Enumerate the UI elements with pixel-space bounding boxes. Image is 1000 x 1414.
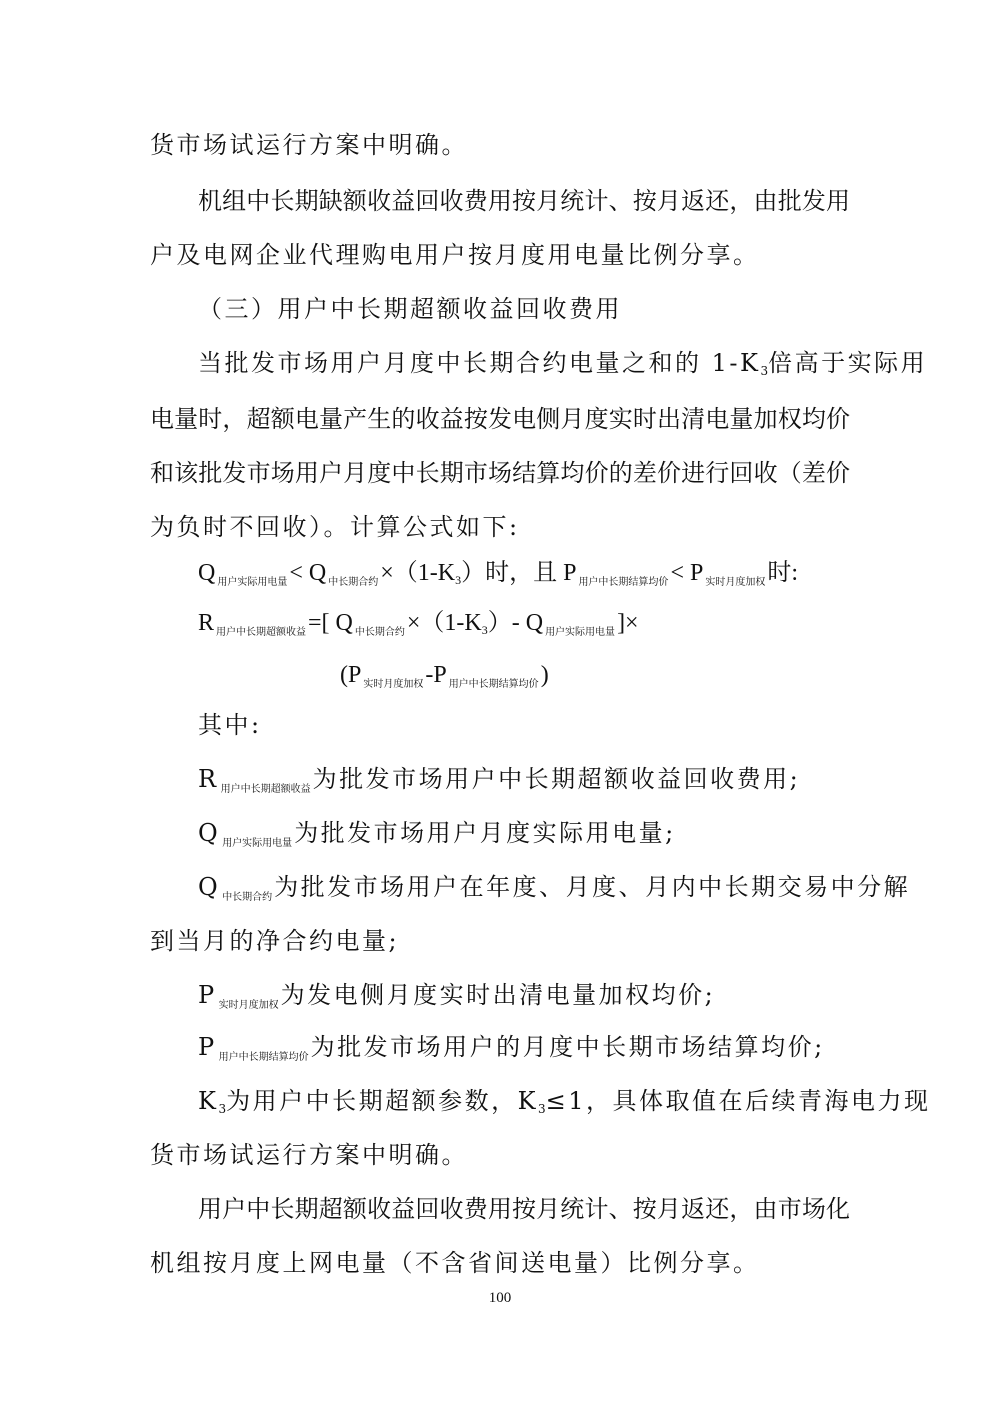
subscript: 3 — [481, 623, 488, 637]
paragraph-line — [198, 348, 928, 382]
formula-main — [198, 608, 850, 643]
definition-text: 为批发市场用户月度实际用电量; — [294, 819, 676, 847]
definition-text: 为用户中长期超额参数，K — [226, 1087, 539, 1115]
definition-line — [198, 818, 850, 854]
definition-text: 为批发市场用户中长期超额收益回收费用; — [312, 765, 801, 793]
formula-symbol: ）时，且 P — [461, 560, 577, 586]
formula-condition — [198, 558, 850, 593]
formula-continuation — [340, 660, 740, 695]
definition-line — [198, 764, 850, 800]
definition-line: 货市场试运行方案中明确。 — [150, 1141, 468, 1169]
subscript: 用户中长期结算均价 — [448, 679, 539, 690]
definition-line: 到当月的净合约电量; — [150, 927, 400, 955]
subscript: 3 — [538, 1102, 546, 1116]
paragraph-line: 户及电网企业代理购电用户按月度用电量比例分享。 — [150, 241, 760, 269]
definition-symbol: K — [198, 1087, 219, 1115]
definition-symbol: R — [198, 765, 219, 793]
formula-symbol: (P — [340, 662, 362, 688]
subscript: 用户实际用电量 — [545, 627, 616, 638]
subscript: 中长期合约 — [328, 577, 379, 588]
paragraph-line: 机组按月度上网电量（不含省间送电量）比例分享。 — [150, 1249, 760, 1277]
formula-symbol: ) — [540, 662, 549, 688]
definition-line — [198, 1086, 931, 1120]
formula-symbol: < Q — [289, 560, 327, 586]
definition-line — [198, 1032, 850, 1068]
subscript: 实时月度加权 — [218, 1000, 279, 1011]
subscript: 用户中长期超额收益 — [220, 784, 311, 795]
subscript: 中长期合约 — [354, 627, 405, 638]
page-number: 100 — [488, 1290, 512, 1306]
subscript: 实时月度加权 — [363, 679, 424, 690]
paragraph-line: 为负时不回收）。计算公式如下: — [150, 513, 520, 541]
section-heading: （三）用户中长期超额收益回收费用 — [198, 295, 622, 323]
subscript: 3 — [218, 1102, 227, 1116]
paragraph-line: 货市场试运行方案中明确。 — [150, 131, 468, 159]
definition-line — [198, 872, 911, 908]
text-run: 倍高于实际用 — [768, 349, 928, 377]
where-label: 其中: — [198, 711, 262, 739]
subscript: 用户中长期结算均价 — [218, 1052, 309, 1063]
paragraph-line: 和该批发市场用户月度中长期市场结算均价的差价进行回收（差价 — [150, 459, 850, 487]
definition-symbol: Q — [198, 819, 221, 847]
definition-text: 为发电侧月度实时出清电量加权均价; — [280, 981, 716, 1009]
subscript: 用户中长期超额收益 — [216, 627, 307, 638]
paragraph-line: 机组中长期缺额收益回收费用按月统计、按月返还，由批发用 — [198, 187, 850, 215]
formula-symbol: ×（1-K — [406, 610, 482, 636]
paragraph-line: 用户中长期超额收益回收费用按月统计、按月返还，由市场化 — [198, 1195, 850, 1223]
formula-symbol: -P — [425, 662, 447, 688]
formula-symbol: ]× — [617, 610, 639, 636]
text-run: 当批发市场用户月度中长期合约电量之和的 1-K — [198, 349, 761, 377]
formula-symbol: 时: — [767, 560, 798, 586]
formula-symbol: R — [198, 610, 215, 636]
paragraph-line: 电量时，超额电量产生的收益按发电侧月度实时出清电量加权均价 — [150, 405, 850, 433]
subscript: 3 — [760, 364, 769, 378]
formula-symbol: ）- Q — [487, 610, 544, 636]
formula-symbol: < P — [670, 560, 704, 586]
formula-symbol: Q — [198, 560, 216, 586]
definition-text: 为批发市场用户在年度、月度、月内中长期交易中分解 — [274, 873, 911, 901]
definition-text: ≤1，具体取值在后续青海电力现 — [545, 1087, 931, 1115]
definition-line — [198, 980, 850, 1016]
definition-symbol: Q — [198, 873, 221, 901]
subscript: 用户实际用电量 — [222, 838, 293, 849]
definition-symbol: P — [198, 981, 217, 1009]
subscript: 实时月度加权 — [705, 577, 766, 588]
subscript: 3 — [455, 573, 462, 587]
formula-symbol: =[ Q — [308, 610, 353, 636]
formula-symbol: ×（1-K — [380, 560, 456, 586]
subscript: 用户中长期结算均价 — [578, 577, 669, 588]
definition-symbol: P — [198, 1033, 217, 1061]
subscript: 用户实际用电量 — [217, 577, 288, 588]
definition-text: 为批发市场用户的月度中长期市场结算均价; — [310, 1033, 825, 1061]
subscript: 中长期合约 — [222, 892, 273, 903]
